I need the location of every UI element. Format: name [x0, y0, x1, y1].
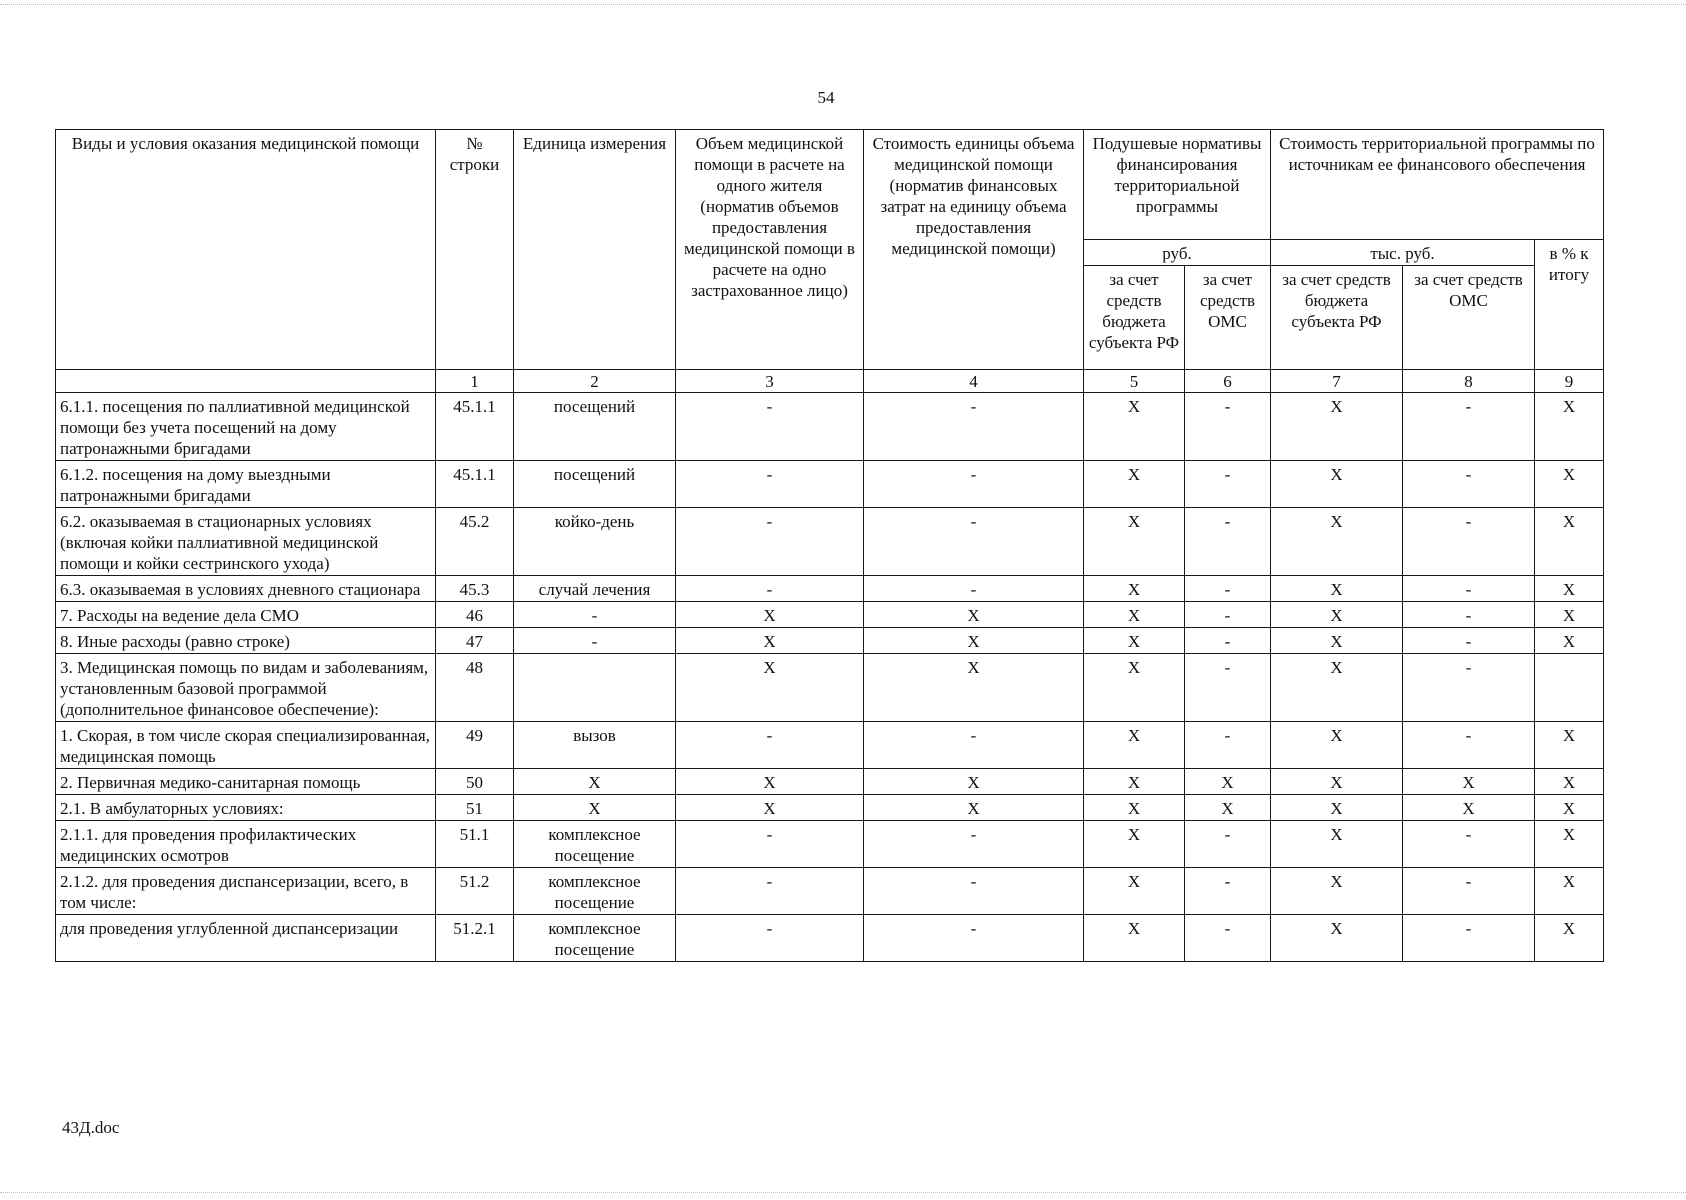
cell-row-number: 45.1.1 — [436, 393, 514, 461]
header-budget-rub: за счет средств бюджета субъекта РФ — [1084, 266, 1185, 370]
cell-oms-thousand: X — [1403, 795, 1535, 821]
cell-oms-thousand: - — [1403, 508, 1535, 576]
cell-oms-thousand: - — [1403, 722, 1535, 769]
cell-budget-rub: X — [1084, 461, 1185, 508]
cell-oms-rub: X — [1185, 795, 1271, 821]
cell-volume: - — [676, 915, 864, 962]
cell-percent: X — [1535, 393, 1604, 461]
cell-row-number: 47 — [436, 628, 514, 654]
cell-unit: - — [514, 628, 676, 654]
cell-kind: 6.1.2. посещения на дому выездными патронажными бригадами — [56, 461, 436, 508]
table-row — [56, 602, 1604, 628]
cell-oms-thousand: - — [1403, 393, 1535, 461]
cell-unit-cost: X — [864, 769, 1084, 795]
cell-oms-rub: - — [1185, 576, 1271, 602]
cell-oms-rub: - — [1185, 461, 1271, 508]
cell-kind: 6.1.1. посещения по паллиативной медицинской помощи без учета посещений на дому патронажными бригадами — [56, 393, 436, 461]
cell-kind: 6.3. оказываемая в условиях дневного стационара — [56, 576, 436, 602]
header-volume: Объем медицинской помощи в расчете на одного жителя (норматив объемов предоставления медицинской помощи в расчете на одно застрахованное лицо) — [676, 130, 864, 370]
cell-unit: случай лечения — [514, 576, 676, 602]
cell-budget-rub: X — [1084, 868, 1185, 915]
cell-percent: X — [1535, 508, 1604, 576]
cell-budget-thousand: X — [1271, 393, 1403, 461]
cell-percent: X — [1535, 915, 1604, 962]
cell-oms-thousand: - — [1403, 628, 1535, 654]
cell-volume: - — [676, 821, 864, 868]
cell-budget-rub: X — [1084, 654, 1185, 722]
cell-unit-cost: X — [864, 602, 1084, 628]
cell-row-number: 45.3 — [436, 576, 514, 602]
cell-oms-thousand: - — [1403, 576, 1535, 602]
cell-row-number: 51.2.1 — [436, 915, 514, 962]
table-row — [56, 628, 1604, 654]
column-number: 7 — [1271, 370, 1403, 393]
cell-oms-thousand: - — [1403, 821, 1535, 868]
column-number: 1 — [436, 370, 514, 393]
cell-kind: 6.2. оказываемая в стационарных условиях (включая койки паллиативной медицинской помощи и койки сестринского ухода) — [56, 508, 436, 576]
cell-oms-rub: - — [1185, 628, 1271, 654]
cell-unit-cost: - — [864, 915, 1084, 962]
cell-unit-cost: - — [864, 393, 1084, 461]
cell-volume: X — [676, 628, 864, 654]
cell-budget-thousand: X — [1271, 576, 1403, 602]
cell-budget-thousand: X — [1271, 508, 1403, 576]
cell-volume: - — [676, 508, 864, 576]
column-number-row — [56, 370, 1604, 393]
cell-volume: X — [676, 769, 864, 795]
cell-kind: 2.1. В амбулаторных условиях: — [56, 795, 436, 821]
cell-unit-cost: - — [864, 722, 1084, 769]
cell-budget-rub: X — [1084, 915, 1185, 962]
cell-percent: X — [1535, 602, 1604, 628]
cell-volume: - — [676, 868, 864, 915]
column-number: 8 — [1403, 370, 1535, 393]
cell-unit-cost: X — [864, 654, 1084, 722]
table-row — [56, 769, 1604, 795]
cell-volume: - — [676, 576, 864, 602]
cell-budget-rub: X — [1084, 722, 1185, 769]
header-oms-thousand: за счет средств ОМС — [1403, 266, 1535, 370]
cell-kind: 3. Медицинская помощь по видам и заболеваниям, установленным базовой программой (дополнительное финансовое обеспечение): — [56, 654, 436, 722]
cell-budget-rub: X — [1084, 576, 1185, 602]
cell-kind: для проведения углубленной диспансеризации — [56, 915, 436, 962]
scan-edge-top — [0, 4, 1686, 5]
header-unit: Единица измерения — [514, 130, 676, 370]
scan-edge-bottom — [0, 1192, 1686, 1193]
cell-oms-thousand: - — [1403, 868, 1535, 915]
cell-percent: X — [1535, 461, 1604, 508]
cell-unit-cost: - — [864, 821, 1084, 868]
cell-row-number: 48 — [436, 654, 514, 722]
cell-percent: X — [1535, 821, 1604, 868]
cell-budget-thousand: X — [1271, 628, 1403, 654]
table-row — [56, 393, 1604, 461]
table-row — [56, 915, 1604, 962]
header-program-cost: Стоимость территориальной программы по источникам ее финансового обеспечения — [1271, 130, 1604, 240]
header-rub: руб. — [1084, 240, 1271, 266]
column-number: 9 — [1535, 370, 1604, 393]
cell-kind: 2. Первичная медико-санитарная помощь — [56, 769, 436, 795]
cell-oms-rub: - — [1185, 722, 1271, 769]
column-number: 3 — [676, 370, 864, 393]
cell-oms-rub: - — [1185, 508, 1271, 576]
cell-volume: - — [676, 722, 864, 769]
column-number: 6 — [1185, 370, 1271, 393]
cell-budget-thousand: X — [1271, 461, 1403, 508]
cell-oms-rub: - — [1185, 654, 1271, 722]
cell-budget-rub: X — [1084, 821, 1185, 868]
table-row — [56, 461, 1604, 508]
cell-percent: X — [1535, 722, 1604, 769]
cell-volume: - — [676, 461, 864, 508]
cell-row-number: 49 — [436, 722, 514, 769]
column-number: 4 — [864, 370, 1084, 393]
cell-oms-thousand: - — [1403, 915, 1535, 962]
header-oms-rub: за счет средств ОМС — [1185, 266, 1271, 370]
cell-budget-rub: X — [1084, 795, 1185, 821]
cell-kind: 1. Скорая, в том числе скорая специализированная, медицинская помощь — [56, 722, 436, 769]
cell-row-number: 46 — [436, 602, 514, 628]
cell-unit-cost: X — [864, 795, 1084, 821]
cell-kind: 8. Иные расходы (равно строке) — [56, 628, 436, 654]
cell-unit-cost: - — [864, 461, 1084, 508]
cell-unit-cost: - — [864, 868, 1084, 915]
header-thousand-rub: тыс. руб. — [1271, 240, 1535, 266]
cell-unit — [514, 654, 676, 722]
table-row — [56, 795, 1604, 821]
header-percent-of-total: в % к итогу — [1535, 240, 1604, 370]
cell-percent: X — [1535, 868, 1604, 915]
cell-unit-cost: X — [864, 628, 1084, 654]
column-number: 2 — [514, 370, 676, 393]
header-per-capita-norms: Подушевые нормативы финансирования территориальной программы — [1084, 130, 1271, 240]
header-budget-thousand: за счет средств бюджета субъекта РФ — [1271, 266, 1403, 370]
cell-kind: 2.1.2. для проведения диспансеризации, всего, в том числе: — [56, 868, 436, 915]
cell-unit: комплексное посещение — [514, 915, 676, 962]
header-kinds-conditions: Виды и условия оказания медицинской помощи — [56, 130, 436, 370]
cell-oms-thousand: - — [1403, 461, 1535, 508]
cell-volume: X — [676, 654, 864, 722]
cell-row-number: 51 — [436, 795, 514, 821]
table-row — [56, 576, 1604, 602]
cell-budget-thousand: X — [1271, 602, 1403, 628]
cell-budget-rub: X — [1084, 769, 1185, 795]
cell-unit: посещений — [514, 461, 676, 508]
header-row-number: № строки — [436, 130, 514, 370]
cell-oms-rub: X — [1185, 769, 1271, 795]
cell-oms-thousand: - — [1403, 602, 1535, 628]
cell-kind: 7. Расходы на ведение дела СМО — [56, 602, 436, 628]
cell-kind: 2.1.1. для проведения профилактических медицинских осмотров — [56, 821, 436, 868]
cell-budget-rub: X — [1084, 602, 1185, 628]
table-row — [56, 722, 1604, 769]
cell-unit: койко-день — [514, 508, 676, 576]
cell-budget-rub: X — [1084, 628, 1185, 654]
cell-oms-rub: - — [1185, 602, 1271, 628]
document-filename: 43Д.doc — [62, 1118, 120, 1137]
cell-oms-rub: - — [1185, 393, 1271, 461]
cell-volume: - — [676, 393, 864, 461]
cell-unit-cost: - — [864, 576, 1084, 602]
cell-row-number: 45.1.1 — [436, 461, 514, 508]
cell-percent — [1535, 654, 1604, 722]
cell-row-number: 50 — [436, 769, 514, 795]
cell-budget-thousand: X — [1271, 654, 1403, 722]
cell-row-number: 51.2 — [436, 868, 514, 915]
cell-volume: X — [676, 795, 864, 821]
table-row — [56, 821, 1604, 868]
cell-unit: вызов — [514, 722, 676, 769]
cell-percent: X — [1535, 795, 1604, 821]
header-unit-cost: Стоимость единицы объема медицинской помощи (норматив финансовых затрат на единицу объема предоставления медицинской помощи) — [864, 130, 1084, 370]
cell-row-number: 45.2 — [436, 508, 514, 576]
cell-oms-rub: - — [1185, 915, 1271, 962]
page-number: 54 — [817, 88, 835, 107]
cell-percent: X — [1535, 628, 1604, 654]
cell-budget-thousand: X — [1271, 769, 1403, 795]
cell-oms-thousand: X — [1403, 769, 1535, 795]
table-row — [56, 508, 1604, 576]
cell-budget-thousand: X — [1271, 915, 1403, 962]
cell-unit: посещений — [514, 393, 676, 461]
cell-unit: - — [514, 602, 676, 628]
cell-unit: комплексное посещение — [514, 868, 676, 915]
cell-unit: X — [514, 795, 676, 821]
cell-budget-thousand: X — [1271, 868, 1403, 915]
cell-budget-rub: X — [1084, 393, 1185, 461]
cell-row-number: 51.1 — [436, 821, 514, 868]
cell-oms-rub: - — [1185, 821, 1271, 868]
table-row — [56, 868, 1604, 915]
cell-budget-thousand: X — [1271, 795, 1403, 821]
cell-percent: X — [1535, 576, 1604, 602]
table-row — [56, 654, 1604, 722]
cell-percent: X — [1535, 769, 1604, 795]
cell-unit: комплексное посещение — [514, 821, 676, 868]
column-number: 5 — [1084, 370, 1185, 393]
financing-table — [55, 129, 1604, 962]
cell-budget-thousand: X — [1271, 821, 1403, 868]
column-number — [56, 370, 436, 393]
cell-budget-thousand: X — [1271, 722, 1403, 769]
cell-unit-cost: - — [864, 508, 1084, 576]
cell-volume: X — [676, 602, 864, 628]
cell-oms-thousand: - — [1403, 654, 1535, 722]
cell-budget-rub: X — [1084, 508, 1185, 576]
cell-oms-rub: - — [1185, 868, 1271, 915]
cell-unit: X — [514, 769, 676, 795]
